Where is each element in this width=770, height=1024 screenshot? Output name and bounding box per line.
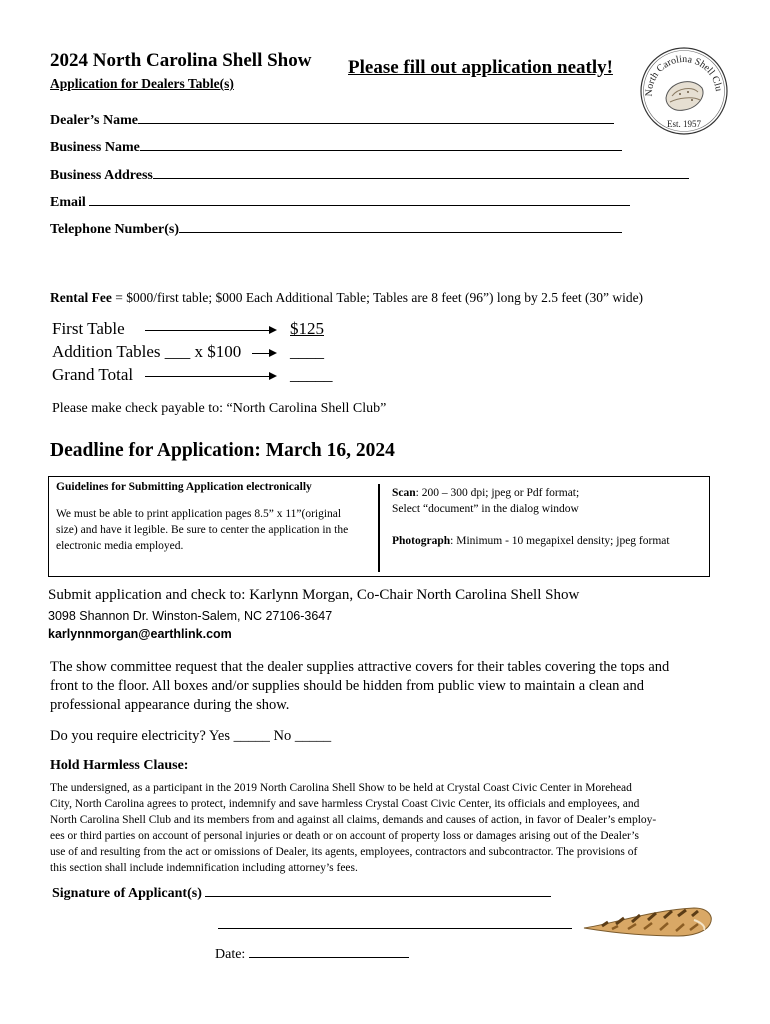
covers-paragraph-line: professional appearance during the show. [50, 697, 290, 713]
additional-tables-amount[interactable]: ____ [290, 342, 324, 361]
fill-neatly-notice: Please fill out application neatly! [348, 57, 613, 78]
date-line[interactable] [249, 943, 409, 958]
email-label: Email [50, 195, 86, 210]
business-name-line[interactable] [140, 136, 622, 151]
telephone-label: Telephone Number(s) [50, 222, 179, 237]
telephone-field[interactable] [50, 218, 622, 238]
grand-total-arrow-icon [145, 376, 275, 377]
hold-harmless-heading: Hold Harmless Clause: [50, 758, 189, 773]
deadline-heading: Deadline for Application: March 16, 2024 [50, 440, 395, 461]
guidelines-line: size) and have it legible. Be sure to center the application in the [56, 524, 349, 536]
clause-line: North Carolina Shell Club and its members from and against all claims, demands and causes of action, in favor of Dealer’s employ- [50, 814, 657, 826]
shell-club-seal-icon [636, 46, 732, 136]
guidelines-heading: Guidelines for Submitting Application electronically [56, 481, 312, 493]
email-line[interactable] [89, 191, 630, 206]
clause-line: The undersigned, as a participant in the 2019 North Carolina Shell Show to be held at Crystal Coast Civic Center in Morehead [50, 782, 632, 794]
rental-fee-text [50, 290, 643, 306]
grand-total-amount[interactable]: _____ [290, 365, 333, 384]
second-signature-line[interactable] [218, 928, 572, 929]
signature-line[interactable] [205, 882, 551, 897]
date-field[interactable] [215, 943, 409, 963]
additional-tables-arrow-icon [252, 353, 275, 354]
clause-line: ees or third parties on account of personal injuries or death or on account of property loss or damages arising out of the Dealer’s [50, 830, 639, 842]
business-address-field[interactable] [50, 164, 689, 184]
business-name-field[interactable] [50, 136, 622, 156]
business-address-line[interactable] [153, 164, 689, 179]
page-title: 2024 North Carolina Shell Show [50, 50, 312, 71]
photograph-spec [392, 535, 670, 547]
business-address-label: Business Address [50, 168, 153, 183]
logo-established: Est. 1957 [666, 119, 702, 129]
first-table-label: First Table [52, 319, 125, 338]
clause-line: City, North Carolina agrees to protect, indemnify and save harmless Crystal Coast Civic Center, its officials and employees, and [50, 798, 640, 810]
first-table-arrow-icon [145, 330, 275, 331]
guidelines-divider [378, 484, 380, 572]
scan-text: : 200 – 300 dpi; jpeg or Pdf format; [415, 487, 580, 499]
covers-paragraph-line: front to the floor. All boxes and/or supplies should be hidden from public view to maintain a clean and [50, 678, 644, 694]
scan-label: Scan [392, 487, 416, 499]
telephone-line[interactable] [179, 218, 622, 233]
business-name-label: Business Name [50, 140, 140, 155]
additional-tables-label[interactable]: Addition Tables ___ x $100 [52, 342, 242, 361]
scan-spec-2: Select “document” in the dialog window [392, 503, 579, 515]
dealer-name-line[interactable] [138, 109, 614, 124]
page-subtitle: Application for Dealers Table(s) [50, 76, 234, 91]
shell-club-logo [636, 46, 732, 136]
guidelines-line: We must be able to print application pages 8.5” x 11”(original [56, 508, 342, 520]
mailing-address: 3098 Shannon Dr. Winston-Salem, NC 27106-3647 [48, 609, 333, 623]
logo-club-name: North Carolina Shell Clu [643, 53, 724, 97]
photograph-text: : Minimum - 10 megapixel density; jpeg format [450, 535, 670, 547]
clause-line: this section shall include indemnification including attorney’s fees. [50, 862, 358, 874]
auger-shell-icon [582, 902, 716, 942]
photograph-label: Photograph [392, 535, 451, 547]
dealer-name-field[interactable] [50, 109, 614, 129]
signature-label: Signature of Applicant(s) [52, 886, 202, 901]
first-table-amount: $125 [290, 319, 324, 338]
date-label: Date: [215, 947, 246, 962]
grand-total-label: Grand Total [52, 365, 134, 384]
signature-field[interactable] [52, 882, 551, 902]
rental-fee-label: Rental Fee [50, 290, 112, 305]
rental-fee-details: = $000/first table; $000 Each Additional Table; Tables are 8 feet (96”) long by 2.5 feet (30” wide) [111, 290, 644, 305]
submit-to-text: Submit application and check to: Karlynn Morgan, Co-Chair North Carolina Shell Show [48, 587, 580, 603]
clause-line: use of and resulting from the act or omissions of Dealer, its agents, employees, contractors and subcontractor. The provisions of [50, 846, 638, 858]
contact-email[interactable]: karlynnmorgan@earthlink.com [48, 627, 232, 641]
scan-spec [392, 487, 579, 499]
email-field[interactable] [50, 191, 630, 211]
electricity-question[interactable]: Do you require electricity? Yes _____ No _____ [50, 728, 332, 744]
covers-paragraph-line: The show committee request that the dealer supplies attractive covers for their tables covering the tops and [50, 659, 670, 675]
dealer-name-label: Dealer’s Name [50, 113, 138, 128]
auger-shell-illustration [582, 902, 716, 942]
guidelines-line: electronic media employed. [56, 540, 184, 552]
check-payable-text: Please make check payable to: “North Carolina Shell Club” [52, 401, 387, 416]
